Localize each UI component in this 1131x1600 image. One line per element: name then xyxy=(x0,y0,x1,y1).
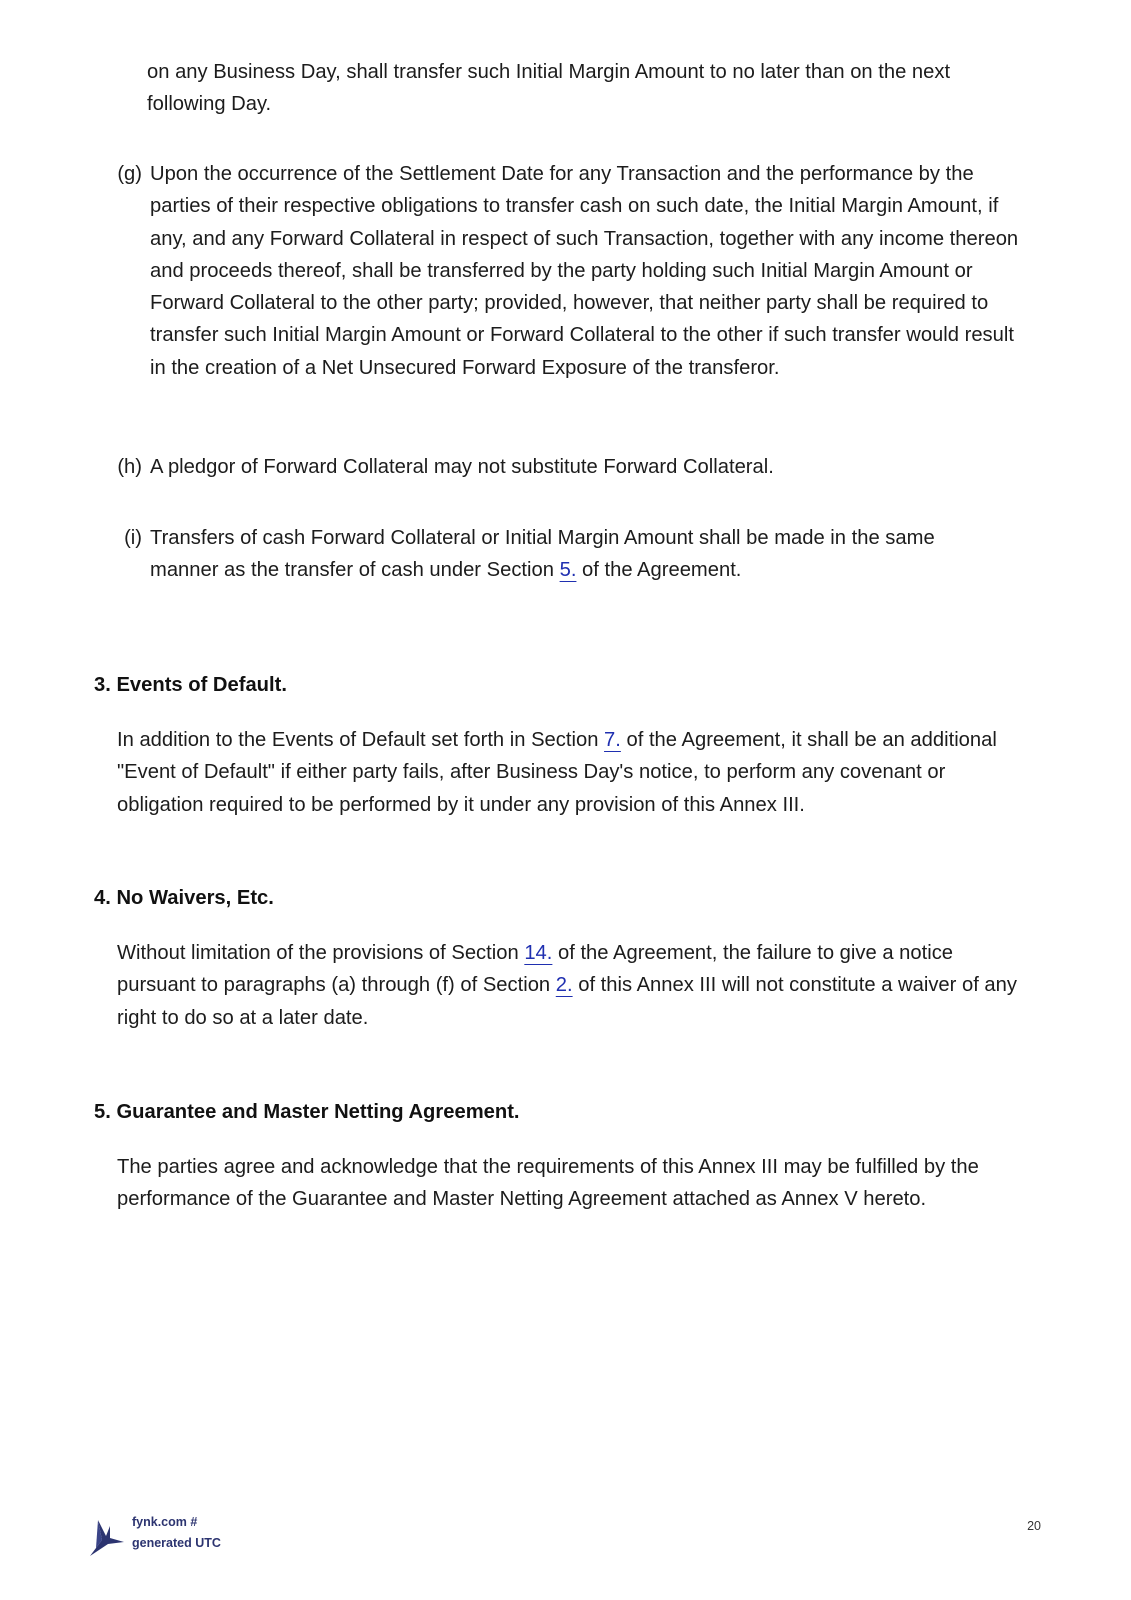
section-5-paragraph: The parties agree and acknowledge that the requirements of this Annex III may be fulfilled by the performance of the Guarantee and Master Netting Agreement attached as Annex V hereto. xyxy=(117,1156,979,1211)
section-3-heading xyxy=(94,671,287,699)
section-7-link[interactable]: 7. xyxy=(604,729,621,751)
section-4-text-after: of this Annex III will not constitute a waiver of any right to do so at a later date. xyxy=(117,974,1017,1029)
section-4-title: No Waivers, Etc. xyxy=(116,887,274,909)
item-g-marker: (g) xyxy=(117,163,142,185)
footer-brand-line-2: generated UTC xyxy=(132,1536,221,1550)
item-i-text-before: Transfers of cash Forward Collateral or Initial Margin Amount shall be made in the same manner as the transfer of cash under Section xyxy=(150,527,935,582)
item-i-marker: (i) xyxy=(124,527,142,549)
section-3-text-after: of the Agreement, it shall be an additional "Event of Default" if either party fails, after Business Day's notice, to perform any covenant or obligation required to be performed by it under any provision of this Annex III. xyxy=(117,729,997,816)
section-3-text-before: In addition to the Events of Default set forth in Section xyxy=(117,729,605,751)
section-5-title: Guarantee and Master Netting Agreement. xyxy=(116,1101,520,1123)
section-4-text-middle: of the Agreement, the failure to give a notice pursuant to paragraphs (a) through (f) of Section xyxy=(117,942,954,997)
item-i-text-after: of the Agreement. xyxy=(576,559,742,582)
footer-brand-line-1: fynk.com # xyxy=(132,1515,198,1529)
section-4-text-before: Without limitation of the provisions of Section xyxy=(117,942,525,964)
item-h-marker: (h) xyxy=(117,456,142,478)
section-4-paragraph xyxy=(117,937,1017,1034)
section-5-heading xyxy=(94,1098,520,1126)
continuation-paragraph xyxy=(147,56,1047,121)
section-3-paragraph xyxy=(117,724,997,821)
section-3-number: 3. xyxy=(94,674,111,696)
section-5-link[interactable]: 5. xyxy=(559,559,577,582)
fynk-bird-icon xyxy=(88,1518,128,1558)
section-14-link[interactable]: 14. xyxy=(524,942,553,964)
section-4-heading xyxy=(94,884,274,912)
item-h-text: A pledgor of Forward Collateral may not substitute Forward Collateral. xyxy=(150,456,774,478)
section-2-link[interactable]: 2. xyxy=(555,974,573,997)
continuation-line-1: on any Business Day, shall transfer such Initial Margin Amount to no later than on the next xyxy=(147,61,951,83)
continuation-line-2: following Day. xyxy=(147,93,272,116)
section-4-number: 4. xyxy=(94,887,111,909)
section-3-title: Events of Default. xyxy=(116,674,287,696)
item-g-text: Upon the occurrence of the Settlement Date for any Transaction and the performance by the parties of their respective obligations to transfer cash on such date, the Initial Margin Amount, if any, and any Forward Collateral in respect of such Transaction, together with any income thereon and proceeds thereof, shall be transferred by the party holding such Initial Margin Amount or Forward Collateral to the other party; provided, however, that neither party shall be required to transfer such Initial Margin Amount or Forward Collateral to the other if such transfer would result in the creation of a Net Unsecured Forward Exposure of the transferor. xyxy=(150,163,1019,379)
item-i-text xyxy=(150,522,990,587)
section-5-number: 5. xyxy=(94,1101,111,1123)
page-number: 20 xyxy=(1027,1519,1041,1533)
footer-brand xyxy=(132,1512,221,1554)
